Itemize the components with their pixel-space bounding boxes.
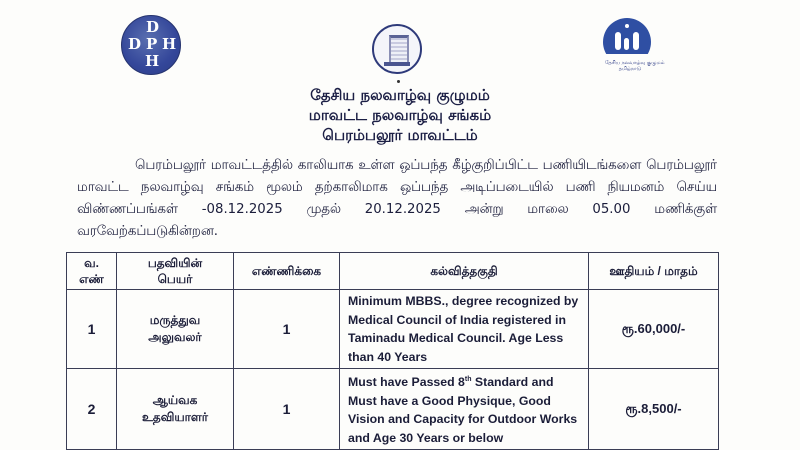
heading-line-3: பெரம்பலூர் மாவட்டம் bbox=[322, 126, 478, 144]
notice-paragraph bbox=[77, 155, 717, 243]
dph-letter: D bbox=[128, 35, 142, 53]
cell-post-name: மருத்துவ அலுவலர் bbox=[117, 290, 234, 369]
gopuram-icon bbox=[389, 35, 409, 64]
cell-qualification: Minimum MBBS., degree recognized by Medical Council of India registered in Taminadu Medical Council. Age Less than 40 Years bbox=[340, 290, 589, 369]
dph-letter: H bbox=[145, 52, 160, 70]
adult-figure-icon bbox=[615, 32, 621, 50]
dph-letter: P bbox=[146, 35, 158, 53]
cell-salary: ரூ.60,000/- bbox=[589, 290, 719, 369]
header-count: எண்ணிக்கை bbox=[234, 253, 340, 290]
table-header-row bbox=[67, 253, 719, 290]
cell-count: 1 bbox=[234, 290, 340, 369]
table-row bbox=[67, 369, 719, 450]
notice-text: பெரம்பலூர் மாவட்டத்தில் காலியாக உள்ள ஒப்பந்த கீழ்குறிப்பிட்ட பணியிடங்களை பெரம்பலூர் மாவட்ட நலவாழ்வு சங்கம் மூலம் தற்காலிமாக ஒப்பந்த அடிப்படையில் பணி நியமனம் செய்ய விண்ணப்பங்கள் -08.12.2025 முதல் 20.12.2025 அன்று மாலை 05.00 மணிக்குள் வரவேற்கப்படுகின்றன. bbox=[77, 158, 717, 239]
table-row bbox=[67, 290, 719, 369]
dph-logo bbox=[121, 15, 181, 75]
cell-sno: 1 bbox=[67, 290, 117, 369]
child-figure-icon bbox=[624, 38, 629, 50]
cell-count: 1 bbox=[234, 369, 340, 450]
cell-qualification: Must have Passed 8th Standard and Must have a Good Physique, Good Vision and Capacity for Outdoor Works and Age 30 Years or below bbox=[340, 369, 589, 450]
header-salary: ஊதியம் / மாதம் bbox=[589, 253, 719, 290]
cell-sno: 2 bbox=[67, 369, 117, 450]
dph-letter: D bbox=[146, 18, 160, 36]
vacancy-table bbox=[66, 252, 719, 450]
emblem-base bbox=[384, 62, 410, 66]
tamilnadu-emblem-logo bbox=[372, 24, 422, 74]
cell-salary: ரூ.8,500/- bbox=[589, 369, 719, 450]
heading-line-2: மாவட்ட நலவாழ்வு சங்கம் bbox=[308, 106, 492, 124]
nhm-caption: தேசிய நலவாழ்வு குழுமம் தமிழ்நாடு bbox=[605, 60, 665, 72]
decorative-dot bbox=[397, 80, 400, 83]
nhm-logo bbox=[603, 18, 665, 72]
header-qualification: கல்வித்தகுதி bbox=[340, 253, 589, 290]
adult-figure-icon bbox=[633, 32, 639, 50]
dph-letter: H bbox=[162, 35, 177, 53]
header-sno: வ. எண் bbox=[67, 253, 117, 290]
cell-post-name: ஆய்வக உதவியாளர் bbox=[117, 369, 234, 450]
heading-line-1: தேசிய நலவாழ்வு குழுமம் bbox=[310, 86, 490, 104]
sun-icon bbox=[625, 24, 629, 28]
header-post-name: பதவியின் பெயர் bbox=[117, 253, 234, 290]
